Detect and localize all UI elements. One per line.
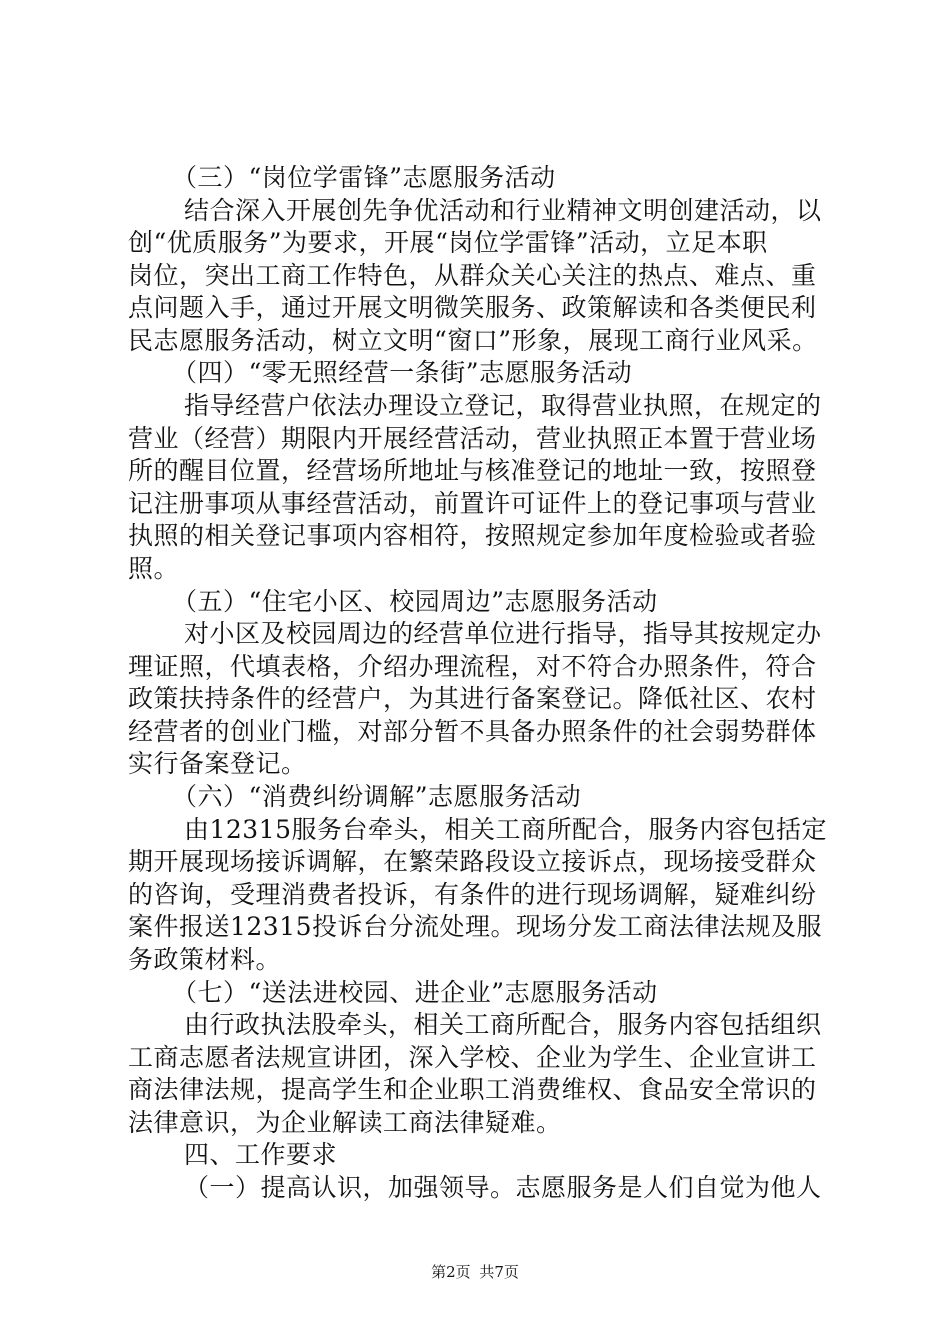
heading-work-requirements: 四、工作要求 [184,1140,338,1169]
paragraph-line: 商法律法规，提高学生和企业职工消费维权、食品安全常识的 [128,1075,817,1104]
paragraph-line: 民志愿服务活动，树立文明“窗口”形象，展现工商行业风采。 [128,326,818,355]
paragraph-line: 理证照，代填表格，介绍办理流程，对不符合办照条件，符合 [128,652,817,681]
paragraph-line: 政策扶持条件的经营户，为其进行备案登记。降低社区、农村 [128,684,817,713]
heading-section-5: （五）“住宅小区、校园周边”志愿服务活动 [172,587,658,616]
paragraph-line: 由12315服务台牵头，相关工商所配合，服务内容包括定 [184,815,828,844]
paragraph-line: 创“优质服务”为要求，开展“岗位学雷锋”活动，立足本职 [128,228,768,257]
paragraph-line: 照。 [128,554,180,583]
paragraph-line: 实行备案登记。 [128,749,307,778]
heading-section-6: （六）“消费纠纷调解”志愿服务活动 [172,782,582,811]
paragraph-line: 工商志愿者法规宣讲团，深入学校、企业为学生、企业宣讲工 [128,1043,817,1072]
paragraph-line: 点问题入手，通过开展文明微笑服务、政策解读和各类便民利 [128,293,817,322]
paragraph-line: 期开展现场接诉调解，在繁荣路段设立接诉点，现场接受群众 [128,847,817,876]
heading-section-3: （三）“岗位学雷锋”志愿服务活动 [172,163,556,192]
heading-section-7: （七）“送法进校园、进企业”志愿服务活动 [172,978,658,1007]
paragraph-line: 由行政执法股牵头，相关工商所配合，服务内容包括组织 [184,1010,822,1039]
paragraph-line: 岗位，突出工商工作特色，从群众关心关注的热点、难点、重 [128,261,817,290]
paragraph-line: 营业（经营）期限内开展经营活动，营业执照正本置于营业场 [128,424,817,453]
heading-section-4: （四）“零无照经营一条街”志愿服务活动 [172,358,633,387]
paragraph-line: 记注册事项从事经营活动，前置许可证件上的登记事项与营业 [128,489,817,518]
paragraph-line: （一）提高认识，加强领导。志愿服务是人们自觉为他人 [184,1173,822,1202]
paragraph-line: 的咨询，受理消费者投诉，有条件的进行现场调解，疑难纠纷 [128,880,817,909]
paragraph-line: 务政策材料。 [128,945,282,974]
page-footer [0,1262,950,1282]
page-total: 共7页 [479,1263,519,1281]
paragraph-line: 案件报送12315投诉台分流处理。现场分发工商法律法规及服 [128,912,823,941]
page-number: 第2页 [431,1263,471,1281]
paragraph-line: 法律意识，为企业解读工商法律疑难。 [128,1108,562,1137]
paragraph-line: 执照的相关登记事项内容相符，按照规定参加年度检验或者验 [128,521,817,550]
paragraph-line: 对小区及校园周边的经营单位进行指导，指导其按规定办 [184,619,822,648]
paragraph-line: 所的醒目位置，经营场所地址与核准登记的地址一致，按照登 [128,456,817,485]
paragraph-line: 经营者的创业门槛，对部分暂不具备办照条件的社会弱势群体 [128,717,817,746]
paragraph-line: 指导经营户依法办理设立登记，取得营业执照，在规定的 [184,391,822,420]
paragraph-line: 结合深入开展创先争优活动和行业精神文明创建活动，以 [184,196,822,225]
